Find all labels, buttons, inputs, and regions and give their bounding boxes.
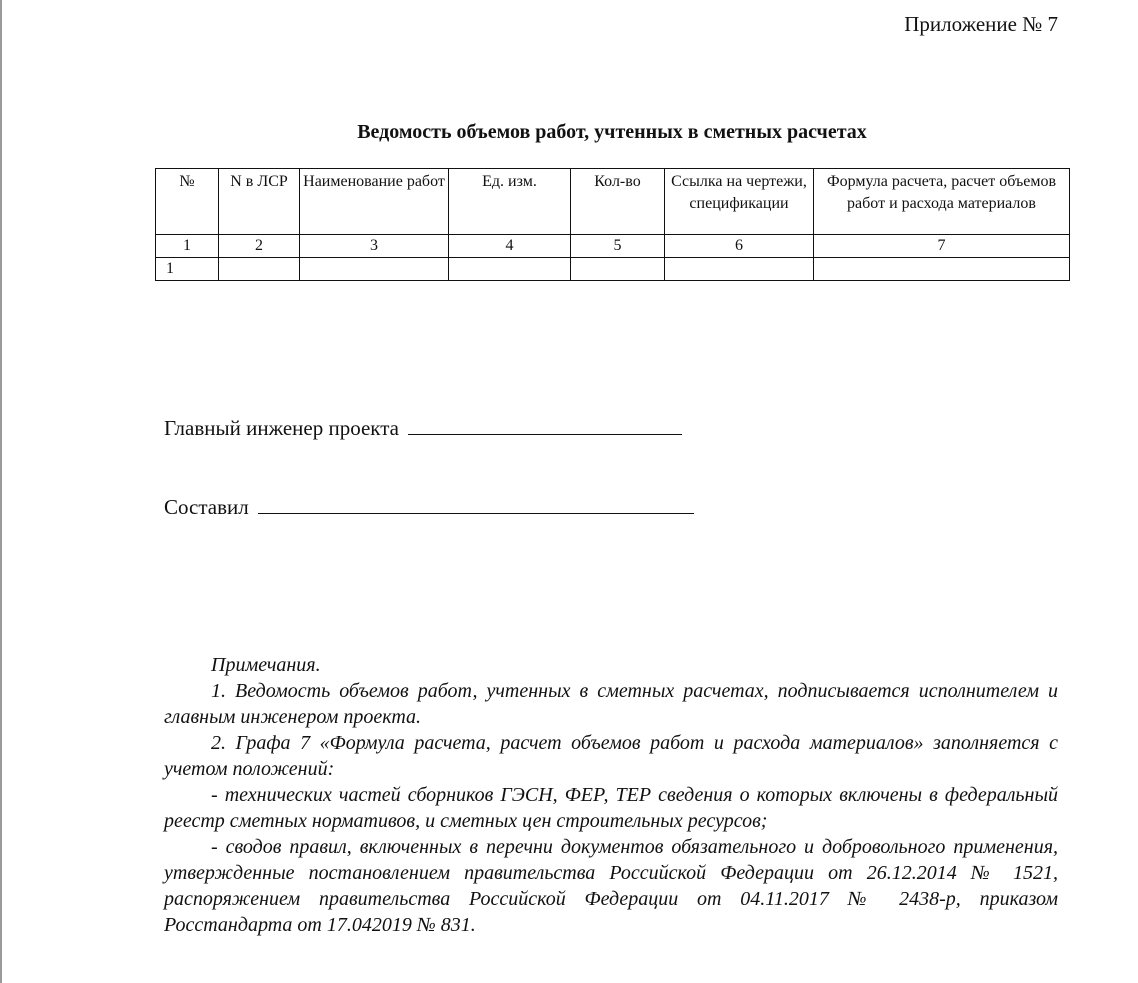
signature-line [258, 493, 694, 514]
notes-section [164, 652, 1058, 938]
col-header-work-name: Наименование работ [300, 169, 449, 235]
col-number-cell: 3 [300, 235, 449, 258]
table-cell [449, 258, 571, 281]
col-header-number: № [156, 169, 219, 235]
col-header-quantity: Кол-во [571, 169, 665, 235]
note-item: - технических частей сборников ГЭСН, ФЕР, ТЕР сведения о которых включены в федеральный реестр сметных нормативов, и сметных цен строительных ресурсов; [164, 784, 1058, 832]
table-cell [571, 258, 665, 281]
table-cell: 1 [156, 258, 219, 281]
table-row [156, 258, 1070, 281]
notes-heading: Примечания. [211, 654, 321, 676]
col-header-unit: Ед. изм. [449, 169, 571, 235]
note-item: 1. Ведомость объемов работ, учтенных в сметных расчетах, подписывается исполнителем и главным инженером проекта. [164, 680, 1058, 728]
note-item: 2. Графа 7 «Формула расчета, расчет объемов работ и расхода материалов» заполняется с учетом положений: [164, 732, 1058, 780]
col-number-cell: 2 [219, 235, 300, 258]
table-header-row [156, 169, 1070, 235]
col-header-formula: Формула расчета, расчет объемов работ и расхода материалов [814, 169, 1070, 235]
appendix-label: Приложение № 7 [904, 12, 1058, 36]
col-header-lsr-number: N в ЛСР [219, 169, 300, 235]
column-numbering-row [156, 235, 1070, 258]
col-number-cell: 4 [449, 235, 571, 258]
table-cell [219, 258, 300, 281]
note-item: - сводов правил, включенных в перечни документов обязательного и добровольного применения, утвержденные постановлением правительства Российской Федерации от 26.12.2014 № 1521, распоряжением правительства Российской Федерации от 04.11.2017 № 2438-р, приказом Росстандарта от 17.042019 № 831. [164, 836, 1058, 936]
volumes-table [155, 168, 1070, 281]
col-number-cell: 5 [571, 235, 665, 258]
chief-engineer-label: Главный инженер проекта [164, 416, 399, 440]
chief-engineer-signature [164, 414, 682, 441]
document-title: Ведомость объемов работ, учтенных в сметных расчетах [357, 121, 867, 143]
col-number-cell: 1 [156, 235, 219, 258]
table-cell [665, 258, 814, 281]
col-number-cell: 6 [665, 235, 814, 258]
page-left-border [0, 0, 2, 983]
compiler-signature [164, 493, 694, 520]
table-cell [300, 258, 449, 281]
col-number-cell: 7 [814, 235, 1070, 258]
signature-line [408, 414, 682, 435]
table-cell [814, 258, 1070, 281]
col-header-drawings-ref: Ссылка на чертежи, спецификации [665, 169, 814, 235]
compiler-label: Составил [164, 495, 249, 519]
